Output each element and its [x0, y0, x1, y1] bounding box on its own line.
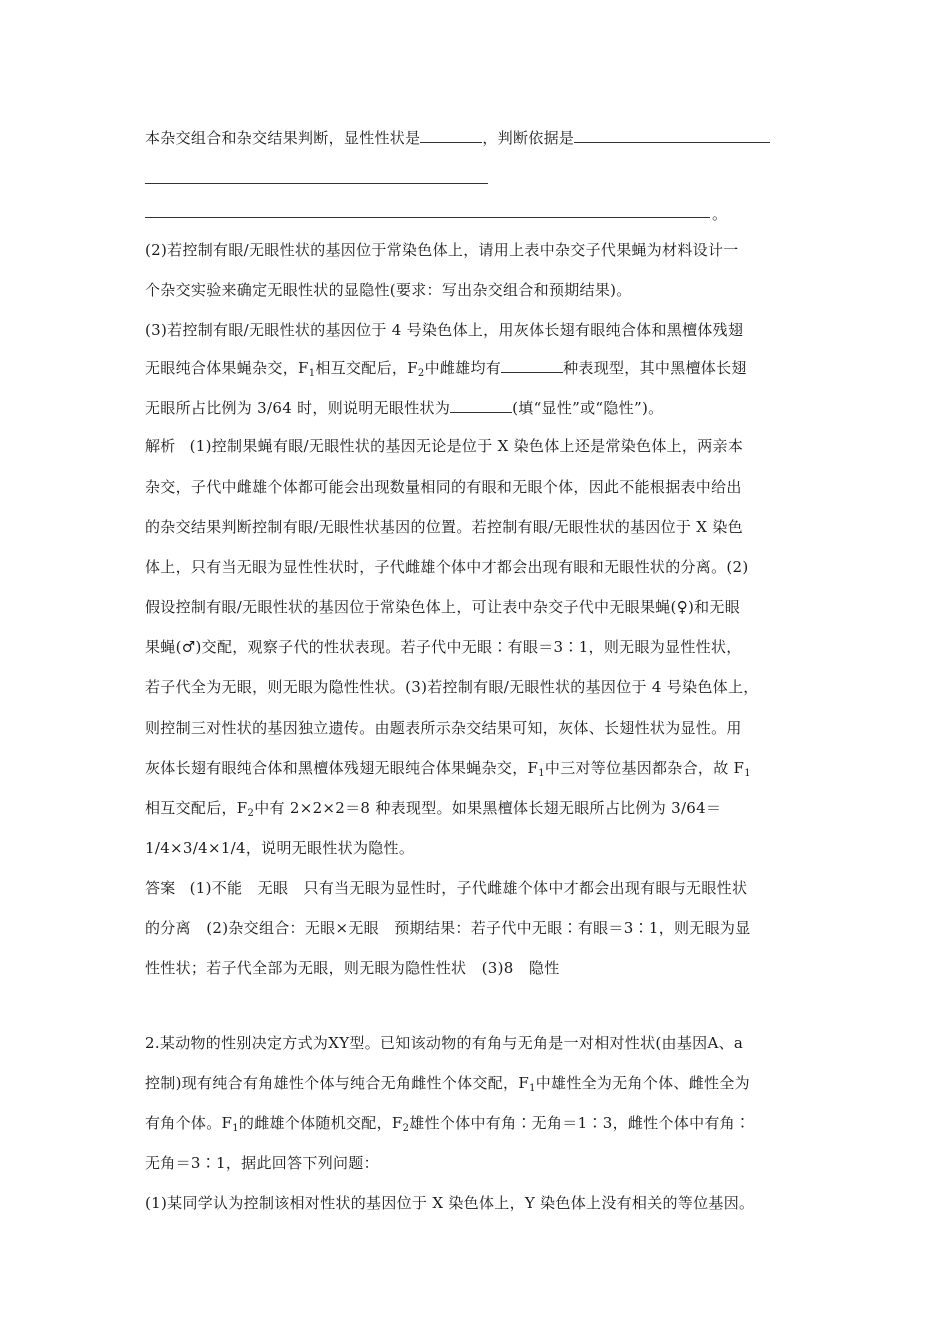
answer-blank-line — [145, 183, 488, 184]
question-text: 中雌雄均有 — [424, 359, 502, 377]
question2-line — [145, 1113, 750, 1139]
analysis-line: 的杂交结果判断控制有眼/无眼性状基因的位置。若控制有眼/无眼性状的基因位于 X 染色 — [145, 518, 743, 536]
question-text: 无眼纯合体果蝇杂交，F — [145, 359, 309, 377]
subscript: 2 — [247, 808, 255, 819]
analysis-text: 灰体长翅有眼纯合体和黑檀体残翅无眼纯合体果蝇杂交，F — [145, 759, 539, 777]
analysis-line: 若子代全为无眼，则无眼为隐性性状。(3)若控制有眼/无眼性状的基因位于 4 号染色体上， — [145, 678, 759, 696]
analysis-line — [145, 758, 751, 784]
subscript: 2 — [417, 368, 425, 379]
subscript: 1 — [529, 1083, 536, 1094]
answer-line: 的分离 (2)杂交组合：无眼×无眼 预期结果：若子代中无眼∶有眼＝3∶1，则无眼为显 — [145, 919, 751, 937]
question1-part2-line: (2)若控制有眼/无眼性状的基因位于常染色体上，请用上表中杂交子代果蝇为材料设计一 — [145, 241, 739, 259]
analysis-line: 则控制三对性状的基因独立遗传。由题表所示杂交结果可知，灰体、长翅性状为显性。用 — [145, 719, 742, 737]
analysis-text: 中有 2×2×2＝8 种表现型。如果黑檀体长翅无眼所占比例为 3/64＝ — [254, 799, 722, 817]
question-text: 种表现型，其中黑檀体长翅 — [563, 359, 747, 377]
answer-blank — [501, 358, 563, 373]
answer-text: (1)不能 无眼 只有当无眼为显性时，子代雌雄个体中才都会出现有眼与无眼性状 — [189, 879, 748, 897]
question-text: 相互交配后，F — [315, 359, 418, 377]
period-mark: 。 — [712, 205, 728, 223]
question-text: ，判断依据是 — [482, 129, 575, 147]
question-text: 有角个体。F — [145, 1114, 233, 1132]
subscript: 1 — [232, 1123, 239, 1134]
answer-blank — [420, 128, 482, 143]
analysis-line: 杂交，子代中雌雄个体都可能会出现数量相同的有眼和无眼个体，因此不能根据表中给出 — [145, 478, 742, 496]
analysis-line: 假设控制有眼/无眼性状的基因位于常染色体上，可让表中杂交子代中无眼果蝇(♀)和无眼 — [145, 598, 741, 616]
analysis-line — [145, 436, 743, 456]
question1-text-line — [145, 128, 770, 148]
analysis-label: 解析 — [145, 437, 176, 455]
question2-line: 2.某动物的性别决定方式为XY型。已知该动物的有角与无角是一对相对性状(由基因A、a — [145, 1034, 744, 1052]
question1-part2-line: 个杂交实验来确定无眼性状的显隐性(要求：写出杂交组合和预期结果)。 — [145, 281, 632, 299]
analysis-text: 相互交配后，F — [145, 799, 248, 817]
subscript: 1 — [308, 368, 316, 379]
answer-blank — [574, 128, 770, 143]
analysis-line: 体上，只有当无眼为显性性状时，子代雌雄个体中才都会出现有眼和无眼性状的分离。(2) — [145, 558, 749, 576]
subscript: 2 — [402, 1123, 410, 1134]
subscript: 1 — [744, 768, 751, 779]
answer-line: 性性状；若子代全部为无眼，则无眼为隐性性状 (3)8 隐性 — [145, 959, 560, 977]
question1-part3-line — [145, 398, 663, 418]
question1-part3-line: (3)若控制有眼/无眼性状的基因位于 4 号染色体上，用灰体长翅有眼纯合体和黑檀体残翅 — [145, 321, 744, 339]
subscript: 1 — [538, 768, 545, 779]
answer-blank — [450, 398, 512, 413]
answer-line — [145, 878, 747, 898]
answer-label: 答案 — [145, 879, 176, 897]
question-text: (填“显性”或“隐性”)。 — [512, 399, 664, 417]
analysis-line: 果蝇(♂)交配，观察子代的性状表现。若子代中无眼∶有眼＝3∶1，则无眼为显性性状， — [145, 638, 742, 656]
question1-part3-line — [145, 358, 747, 384]
question-text: 的雌雄个体随机交配，F — [238, 1114, 403, 1132]
analysis-text: 中三对等位基因都杂合，故 F — [544, 759, 745, 777]
question2-line — [145, 1073, 750, 1099]
analysis-text: (1)控制果蝇有眼/无眼性状的基因无论是位于 X 染色体上还是常染色体上，两亲本 — [189, 437, 744, 455]
question-text: 雄性个体中有角∶无角＝1∶3，雌性个体中有角∶ — [409, 1114, 751, 1132]
question-text: 无眼所占比例为 3/64 时，则说明无眼性状为 — [145, 399, 451, 417]
question-text: 本杂交组合和杂交结果判断，显性性状是 — [145, 129, 421, 147]
analysis-line — [145, 798, 721, 824]
question-text: 中雄性全为无角个体、雌性全为 — [535, 1074, 750, 1092]
question2-line: (1)某同学认为控制该相对性状的基因位于 X 染色体上，Y 染色体上没有相关的等位基因。 — [145, 1194, 755, 1212]
analysis-line: 1/4×3/4×1/4，说明无眼性状为隐性。 — [145, 839, 415, 857]
question-text: 控制)现有纯合有角雄性个体与纯合无角雌性个体交配，F — [145, 1074, 530, 1092]
answer-blank-line — [145, 217, 710, 218]
question2-line: 无角＝3∶1，据此回答下列问题： — [145, 1154, 379, 1172]
